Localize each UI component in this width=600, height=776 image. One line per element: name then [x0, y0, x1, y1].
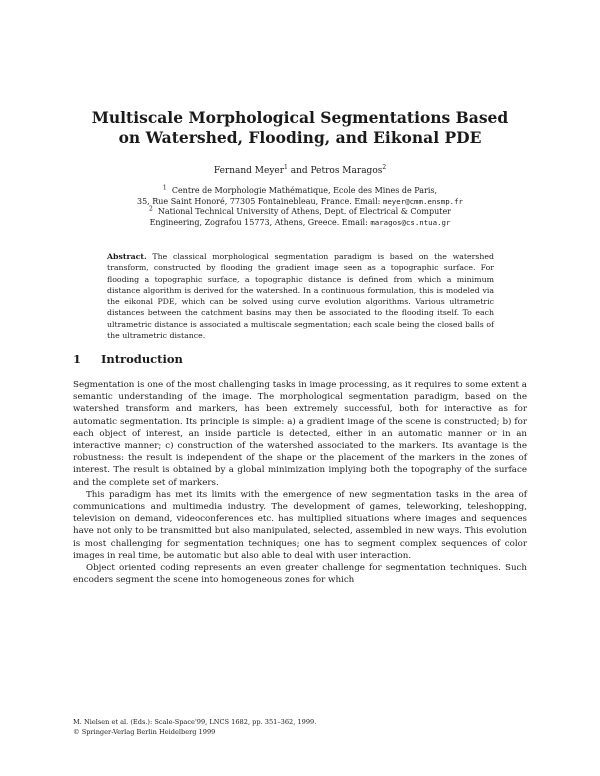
author-1-mark: 1 — [284, 164, 288, 171]
abstract-label: Abstract. — [107, 252, 147, 261]
author-conjunction: and — [287, 166, 311, 176]
abstract-text: The classical morphological segmentation paradigm is based on the watershed transform, constructed by flooding the gradient image seen as a topographic surface. For flooding a topographic surface, a topographic distance is defined from which a minimum distance algorithm is derived for the watershed. In a continuous formulation, this is modeled via the eikonal PDE, which can be solved using curve evolution algorithms. Various ultrametric distances between the catchment basins may then be associated to the flooding itself. To each ultrametric distance is associated a multiscale segmentation; each scale being the closed balls of the ultrametric distance. — [107, 252, 495, 341]
body-paragraph-1: Segmentation is one of the most challenging tasks in image processing, as it requires to some extent a semantic understanding of the image. The morphological segmentation paradigm, based on the watershed transform and markers, has been extremely successful, both for interactive as for automatic segmentation. Its principle is simple: a) a gradient image of the scene is constructed; b) for each object of interest, an inside particle is detected, either in an automatic manner or in an interactive manner; c) construction of the watershed associated to the markers. Its avantage is the robustness: the result is independent of the shape or the placement of the markers in the zones of interest. The result is obtained by a global minimization implying both the topography of the surface and the complete set of markers. — [73, 380, 527, 488]
affiliation-1 — [60, 186, 540, 207]
affiliation-2-mark: 2 — [148, 205, 153, 213]
affiliation-2-line-1: National Technical University of Athens, Dept. of Electrical & Computer — [157, 207, 451, 216]
body-paragraph-3: Object oriented coding represents an even greater challenge for segmentation techniques. Such encoders segment the scene into homogeneous zones for which — [73, 563, 527, 586]
affiliation-1-email[interactable]: meyer@cmm.ensmp.fr — [382, 196, 463, 206]
abstract — [107, 251, 494, 341]
body-text — [73, 379, 527, 586]
section-number: 1 — [73, 352, 82, 366]
footer-citation: M. Nielsen et al. (Eds.): Scale-Space'99, LNCS 1682, pp. 351–362, 1999. — [73, 718, 317, 726]
author-list — [0, 166, 600, 176]
affiliation-2-line-2: Engineering, Zografou 15773, Athens, Greece. Email: — [149, 217, 371, 227]
author-2-mark: 2 — [382, 164, 387, 171]
affiliation-2 — [60, 207, 540, 228]
affiliation-1-line-1: Centre de Morphologie Mathématique, Ecole des Mines de Paris, — [171, 186, 438, 195]
author-2: Petros Maragos — [310, 166, 383, 176]
author-1: Fernand Meyer — [213, 166, 285, 176]
section-heading — [73, 352, 183, 366]
section-title: Introduction — [101, 352, 183, 366]
paper-title-line-1: Multiscale Morphological Segmentations Based — [91, 108, 509, 127]
affiliation-1-mark: 1 — [162, 184, 167, 192]
body-paragraph-2: This paradigm has met its limits with the emergence of new segmentation tasks in the area of communications and multimedia industry. The development of games, teleworking, teleshopping, television on demand, videoconferences etc. has multiplied situations where images and sequences have not only to be transmitted but also manipulated, selected, assembled in new ways. This evolution is most challenging for segmentation techniques; one has to segment complex sequences of color images in real time, be automatic but also able to deal with user interaction. — [73, 489, 527, 561]
affiliation-1-line-2: 35, Rue Saint Honoré, 77305 Fontainebleau, France. Email: — [136, 196, 383, 206]
paper-title-line-2: on Watershed, Flooding, and Eikonal PDE — [118, 128, 482, 147]
footer-copyright: © Springer-Verlag Berlin Heidelberg 1999 — [73, 727, 216, 736]
page-footer — [73, 718, 316, 737]
affiliation-2-email[interactable]: maragos@cs.ntua.gr — [370, 217, 451, 227]
